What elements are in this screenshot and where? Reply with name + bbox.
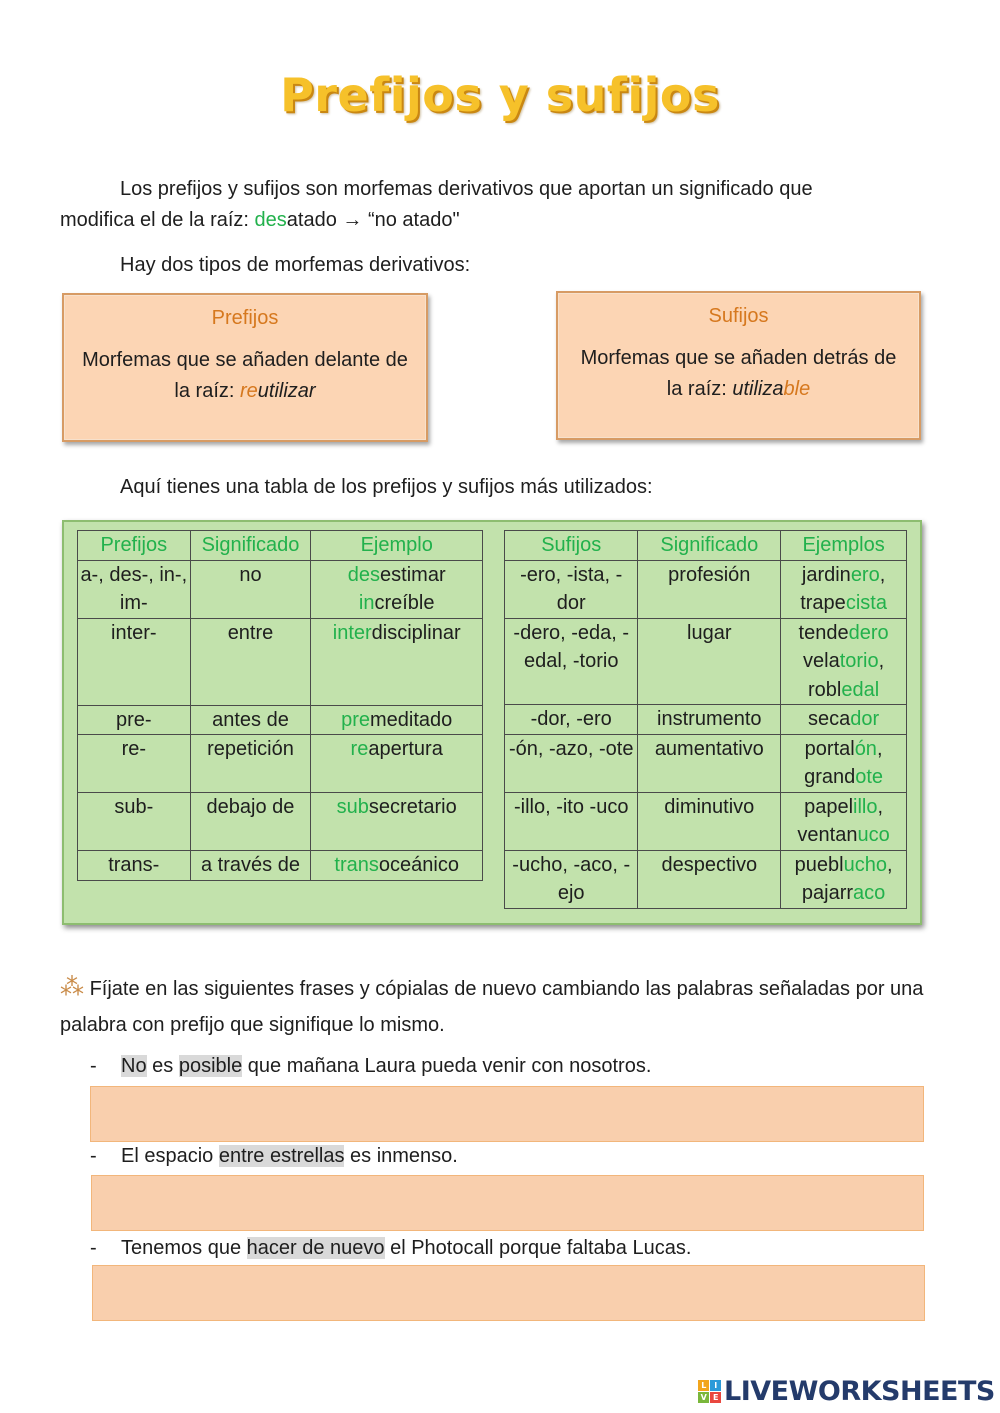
example-cell: desestimar increíble [311, 560, 483, 618]
meaning-cell: repetición [190, 735, 311, 793]
meaning-cell: debajo de [190, 793, 311, 851]
table-row [505, 734, 907, 792]
example-cell: pueblucho, pajarraco [781, 850, 907, 908]
table-row [505, 792, 907, 850]
example-cell: tendedero velatorio, robledal [781, 618, 907, 705]
meaning-cell: aumentativo [638, 734, 781, 792]
meaning-cell: lugar [638, 618, 781, 705]
table-header-row [505, 531, 907, 561]
affix-cell: inter- [78, 618, 191, 705]
affix-cell: -dor, -ero [505, 705, 638, 735]
example-cell: subsecretario [311, 793, 483, 851]
suffix-definition-box [556, 291, 921, 440]
header-cell: Significado [638, 531, 781, 561]
table-intro: Aquí tienes una tabla de los prefijos y sufijos más utilizados: [120, 476, 653, 498]
table-row [505, 560, 907, 618]
example-cell: jardinero, trapecista [781, 560, 907, 618]
affix-cell: sub- [78, 793, 191, 851]
table-header-row [78, 531, 483, 561]
suffix-table [504, 530, 907, 909]
prefix-table [77, 530, 483, 881]
example-cell: transoceánico [311, 851, 483, 881]
affix-cell: -illo, -ito -uco [505, 792, 638, 850]
example-cell: secador [781, 705, 907, 735]
liveworksheets-logo-icon: L I V E [698, 1380, 721, 1403]
table-row [78, 618, 483, 705]
header-cell: Significado [190, 531, 311, 561]
header-cell: Prefijos [78, 531, 191, 561]
affix-cell: -dero, -eda, -edal, -torio [505, 618, 638, 705]
header-cell: Ejemplo [311, 531, 483, 561]
header-cell: Ejemplos [781, 531, 907, 561]
table-row [78, 793, 483, 851]
meaning-cell: instrumento [638, 705, 781, 735]
meaning-cell: antes de [190, 705, 311, 735]
intro-line-2: modifica el de la raíz: [60, 209, 255, 231]
table-row [505, 705, 907, 735]
affix-cell: -ón, -azo, -ote [505, 734, 638, 792]
meaning-cell: despectivo [638, 850, 781, 908]
affix-cell: trans- [78, 851, 191, 881]
meaning-cell: profesión [638, 560, 781, 618]
affix-cell: -ero, -ista, -dor [505, 560, 638, 618]
table-row [78, 705, 483, 735]
asterism-icon: ⁂ [60, 974, 84, 1001]
page-title: Prefijos y sufijos [280, 68, 720, 122]
suffix-box-text: Morfemas que se añaden detrás de la raíz: utilizable [580, 347, 897, 400]
arrow-icon: → [342, 209, 363, 231]
example-cell: reapertura [311, 735, 483, 793]
affix-cell: pre- [78, 705, 191, 735]
prefix-box-title: Prefijos [211, 307, 279, 329]
table-row [78, 851, 483, 881]
meaning-cell: entre [190, 618, 311, 705]
answer-field-1[interactable] [90, 1086, 924, 1142]
example-cell: portalón, grandote [781, 734, 907, 792]
prefix-box-text: Morfemas que se añaden delante de la raíz: reutilizar [82, 349, 408, 402]
table-row [505, 618, 907, 705]
prefix-definition-box [62, 293, 428, 442]
header-cell: Sufijos [505, 531, 638, 561]
meaning-cell: a través de [190, 851, 311, 881]
instruction-text: Fíjate en las siguientes frases y cópialas de nuevo cambiando las palabras señaladas por una palabra con prefijo que signifique lo mismo. [60, 978, 924, 1036]
sentence-2: - El espacio entre estrellas es inmenso. [90, 1145, 458, 1167]
table-row [505, 850, 907, 908]
intro-example-root: atado [286, 209, 337, 231]
sentence-1: - No es posible que mañana Laura pueda venir con nosotros. [90, 1055, 652, 1077]
table-row [78, 560, 483, 618]
affix-tables-panel [62, 520, 922, 925]
meaning-cell: no [190, 560, 311, 618]
example-cell: interdisciplinar [311, 618, 483, 705]
suffix-box-title: Sufijos [708, 305, 769, 327]
brand-text: LIVEWORKSHEETS [724, 1376, 995, 1407]
affix-cell: re- [78, 735, 191, 793]
types-line: Hay dos tipos de morfemas derivativos: [120, 254, 471, 276]
intro-paragraph [60, 174, 930, 236]
intro-meaning: “no atado" [367, 209, 460, 231]
liveworksheets-logo[interactable] [698, 1376, 995, 1407]
affix-cell: a-, des-, in-, im- [78, 560, 191, 618]
example-cell: premeditado [311, 705, 483, 735]
meaning-cell: diminutivo [638, 792, 781, 850]
example-cell: papelillo, ventanuco [781, 792, 907, 850]
intro-line-1: Los prefijos y sufijos son morfemas derivativos que aportan un significado que [120, 178, 813, 200]
answer-field-3[interactable] [92, 1265, 925, 1321]
exercise-instruction [60, 970, 940, 1043]
table-row [78, 735, 483, 793]
answer-field-2[interactable] [91, 1175, 924, 1231]
affix-cell: -ucho, -aco, -ejo [505, 850, 638, 908]
sentence-3: - Tenemos que hacer de nuevo el Photocall porque faltaba Lucas. [90, 1237, 692, 1259]
intro-example-prefix: des [254, 209, 287, 231]
